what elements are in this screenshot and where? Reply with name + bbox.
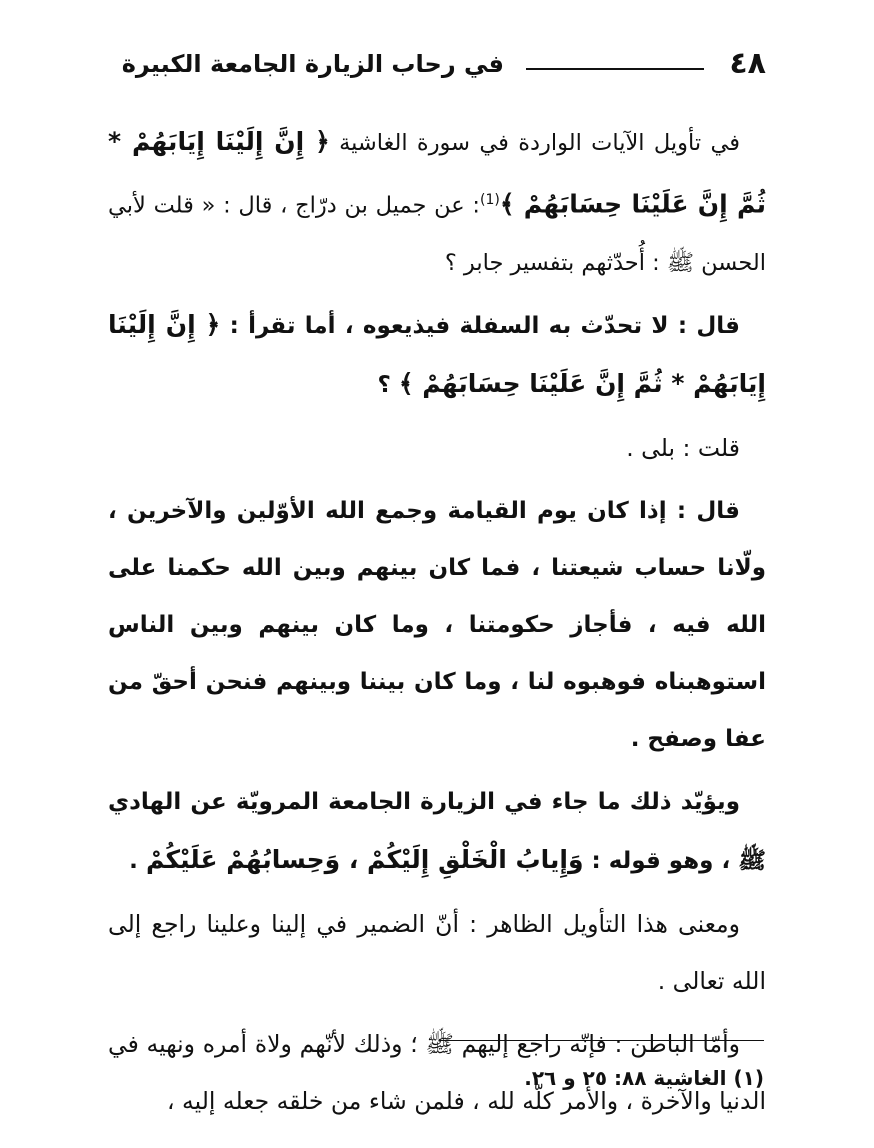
p5-intro: ويؤيّد ذلك ما جاء في الزيارة الجامعة المرويّة عن الهادي ﷺ ، وهو قوله : (108, 788, 766, 874)
paragraph-4: قال : إذا كان يوم القيامة وجمع الله الأوّلين والآخرين ، ولّانا حساب شيعتنا ، فما كان بينهم وبين الله حكمنا على الله فيه ، فأجاز حكومتنا ، وما كان بينهم وبين الناس استوهبناه فوهبوه لنا ، وما كان بيننا وبينهم فنحن أحقّ من عفا وصفح . (108, 497, 766, 752)
p2-end: ؟ (377, 371, 391, 398)
p5-quote: وَإِيابُ الْخَلْقِ إِلَيْكُمْ ، وَحِسابُهُمْ عَلَيْكُمْ (145, 844, 584, 874)
p1-rest: : عن جميل بن درّاج ، قال : « قلت لأبي الحسن ﷺ : أُحدّثهم بتفسير جابر ؟ (108, 192, 766, 276)
p2-intro: قال : لا تحدّث به السفلة فيذيعوه ، أما تقرأ : (229, 312, 740, 339)
paragraph-3: قلت : بلى . (626, 433, 740, 462)
p5-end: . (129, 847, 138, 874)
paragraph-6: ومعنى هذا التأويل الظاهر : أنّ الضمير في إلينا وعلينا راجع إلى الله تعالى . (108, 909, 766, 995)
p2-quran: ﴿ إِنَّ إِلَيْنَا إِيَابَهُمْ * ثُمَّ إِنَّ عَلَيْنَا حِسَابَهُمْ ﴾ (108, 309, 766, 398)
footnote: (١) الغاشية ٨٨: ٢٥ و ٢٦. (524, 1066, 764, 1090)
page-number: ٤٨ (729, 46, 766, 81)
paragraph-5 (108, 774, 766, 890)
paragraph-2 (108, 296, 766, 414)
footnote-rule (439, 1040, 764, 1041)
p1-quran: ﴿ إِنَّ إِلَيْنَا إِيَابَهُمْ * ثُمَّ إِنَّ عَلَيْنَا حِسَابَهُمْ ﴾ (108, 127, 766, 219)
body-text (108, 113, 766, 1130)
p1-intro: في تأويل الآيات الواردة في سورة الغاشية (339, 130, 740, 156)
page-header (105, 44, 766, 92)
running-title: في رحاب الزيارة الجامعة الكبيرة (121, 50, 504, 78)
paragraph-7: وأمّا الباطن : فإنّه راجع إليهم ﷺ ؛ وذلك لأنّهم ولاة أمره ونهيه في الدنيا والآخرة ، والأمر كلّه لله ، فلمن شاء من خلقه جعله إليه ، (108, 1029, 766, 1115)
footnote-ref: (1) (480, 192, 500, 208)
paragraph-1 (108, 113, 766, 292)
header-rule (526, 68, 704, 70)
